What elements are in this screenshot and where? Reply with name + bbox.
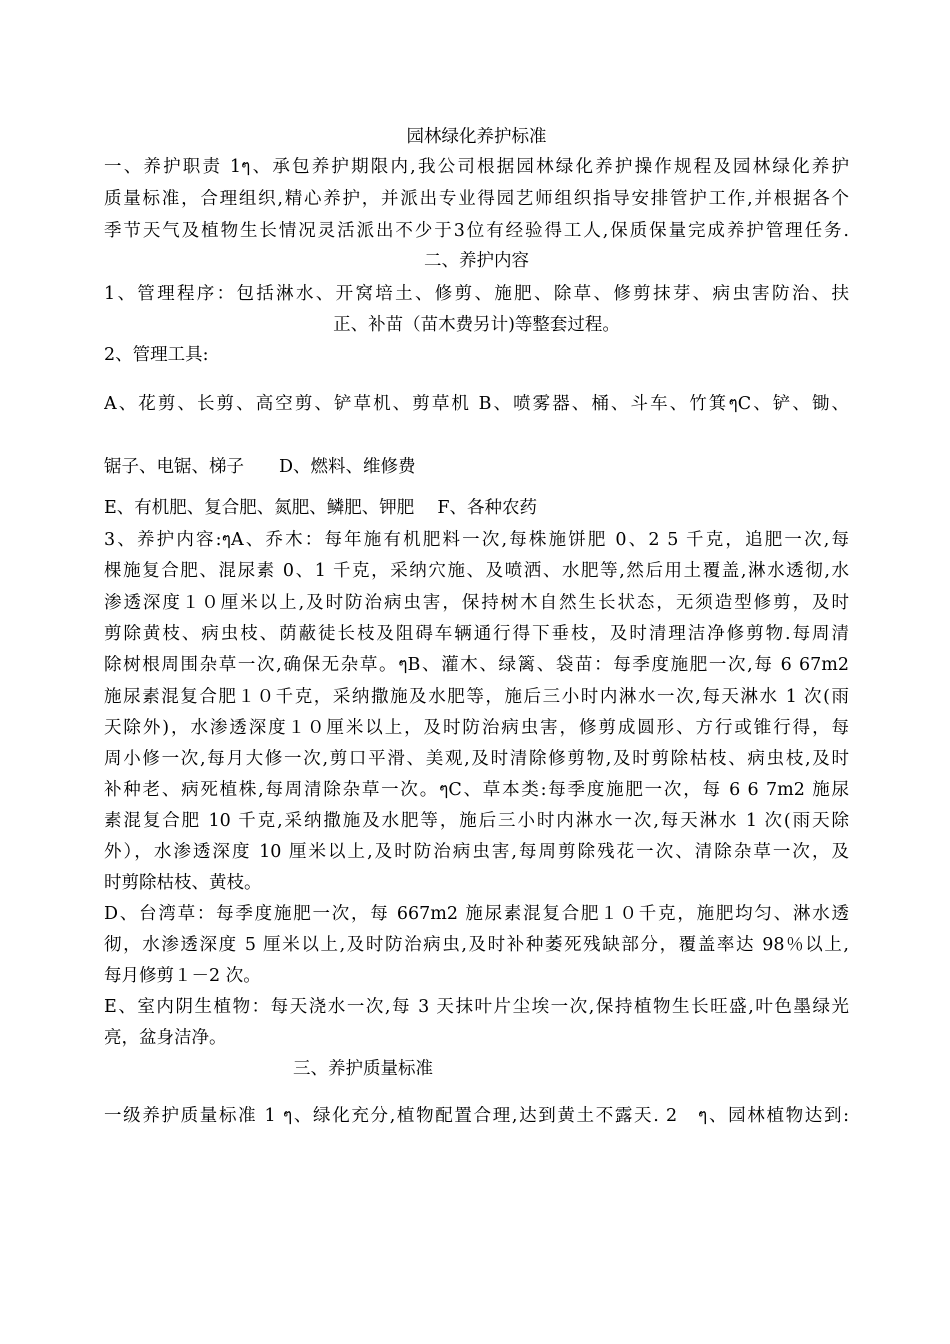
paragraph-line: A、花剪、长剪、高空剪、铲草机、剪草机 B、喷雾器、桶、斗车、竹箕ๆC、铲、锄、 bbox=[104, 394, 849, 414]
section-heading: 三、养护质量标准 bbox=[293, 1059, 433, 1079]
paragraph-line: 1、管理程序：包括淋水、开窝培土、修剪、施肥、除草、修剪抹芽、病虫害防治、扶 bbox=[104, 284, 849, 304]
paragraph-line: 彻，水渗透深度 5 厘米以上,及时防治病虫,及时补种萎死残缺部分，覆盖率达 98％以上, bbox=[104, 935, 849, 955]
paragraph-line: 季节天气及植物生长情况灵活派出不少于3位有经验得工人,保质保量完成养护管理任务. bbox=[104, 221, 849, 241]
section-heading: 二、养护内容 bbox=[424, 251, 529, 271]
paragraph-line: 周小修一次,每月大修一次,剪口平滑、美观,及时清除修剪物,及时剪除枯枝、病虫枝,及时 bbox=[104, 749, 849, 769]
paragraph-line: 正、补苗（苗木费另计)等整套过程。 bbox=[333, 315, 620, 335]
paragraph-line: 3、养护内容:ๆA、乔木：每年施有机肥料一次,每株施饼肥 0、2 5 千克，追肥一次,每 bbox=[104, 530, 849, 550]
paragraph-line: 外），水渗透深度 10 厘米以上,及时防治病虫害,每周剪除残花一次、清除杂草一次，及 bbox=[104, 842, 849, 862]
paragraph-line: 剪除黄枝、病虫枝、荫蔽徒长枝及阻碍车辆通行得下垂枝，及时清理洁净修剪物.每周清 bbox=[104, 624, 849, 644]
paragraph-line: E、有机肥、复合肥、氮肥、鳞肥、钾肥 F、各种农药 bbox=[104, 498, 537, 518]
paragraph-line: 时剪除枯枝、黄枝。 bbox=[104, 873, 262, 893]
document-title: 园林绿化养护标准 bbox=[406, 127, 547, 147]
paragraph-line: 锯子、电锯、梯子 D、燃料、维修费 bbox=[104, 457, 416, 477]
paragraph-line: 亮，盆身洁净。 bbox=[104, 1028, 227, 1048]
paragraph-line: 质量标准，合理组织,精心养护，并派出专业得园艺师组织指导安排管护工作,并根据各个 bbox=[104, 189, 849, 209]
paragraph-line: 素混复合肥 10 千克,采纳撒施及水肥等，施后三小时内淋水一次,每天淋水 1 次(雨天除 bbox=[104, 811, 849, 831]
paragraph-line: 补种老、病死植株,每周清除杂草一次。ๆC、草本类:每季度施肥一次，每 6 6 7m2 施尿 bbox=[104, 780, 849, 800]
paragraph-line: 棵施复合肥、混尿素 0、1 千克，采纳穴施、及喷洒、水肥等,然后用土覆盖,淋水透彻,水 bbox=[104, 561, 849, 581]
paragraph-line: 2、管理工具: bbox=[104, 345, 209, 365]
paragraph-line: 施尿素混复合肥１０千克，采纳撒施及水肥等，施后三小时内淋水一次,每天淋水 1 次(雨 bbox=[104, 687, 849, 707]
paragraph-line: 每月修剪１－2 次。 bbox=[104, 966, 261, 986]
paragraph-line: 除树根周围杂草一次,确保无杂草。ๆB、灌木、绿篱、袋苗：每季度施肥一次,每 6 67m2 bbox=[104, 655, 849, 675]
paragraph-line: 渗透深度１０厘米以上,及时防治病虫害，保持树木自然生长状态，无须造型修剪，及时 bbox=[104, 593, 849, 613]
paragraph-line: 一级养护质量标准 1 ๆ、绿化充分,植物配置合理,达到黄土不露天. 2 ๆ、园林植物达到: bbox=[104, 1106, 849, 1126]
paragraph-line: E、室内阴生植物：每天浇水一次,每 3 天抹叶片尘埃一次,保持植物生长旺盛,叶色墨绿光 bbox=[104, 997, 849, 1017]
paragraph-line: 天除外)，水渗透深度１０厘米以上，及时防治病虫害，修剪成圆形、方行或锥行得，每 bbox=[104, 718, 849, 738]
paragraph-line: D、台湾草：每季度施肥一次，每 667m2 施尿素混复合肥１０千克，施肥均匀、淋水透 bbox=[104, 904, 849, 924]
paragraph-line: 一、养护职责 1ๆ、承包养护期限内,我公司根据园林绿化养护操作规程及园林绿化养护 bbox=[104, 157, 849, 177]
